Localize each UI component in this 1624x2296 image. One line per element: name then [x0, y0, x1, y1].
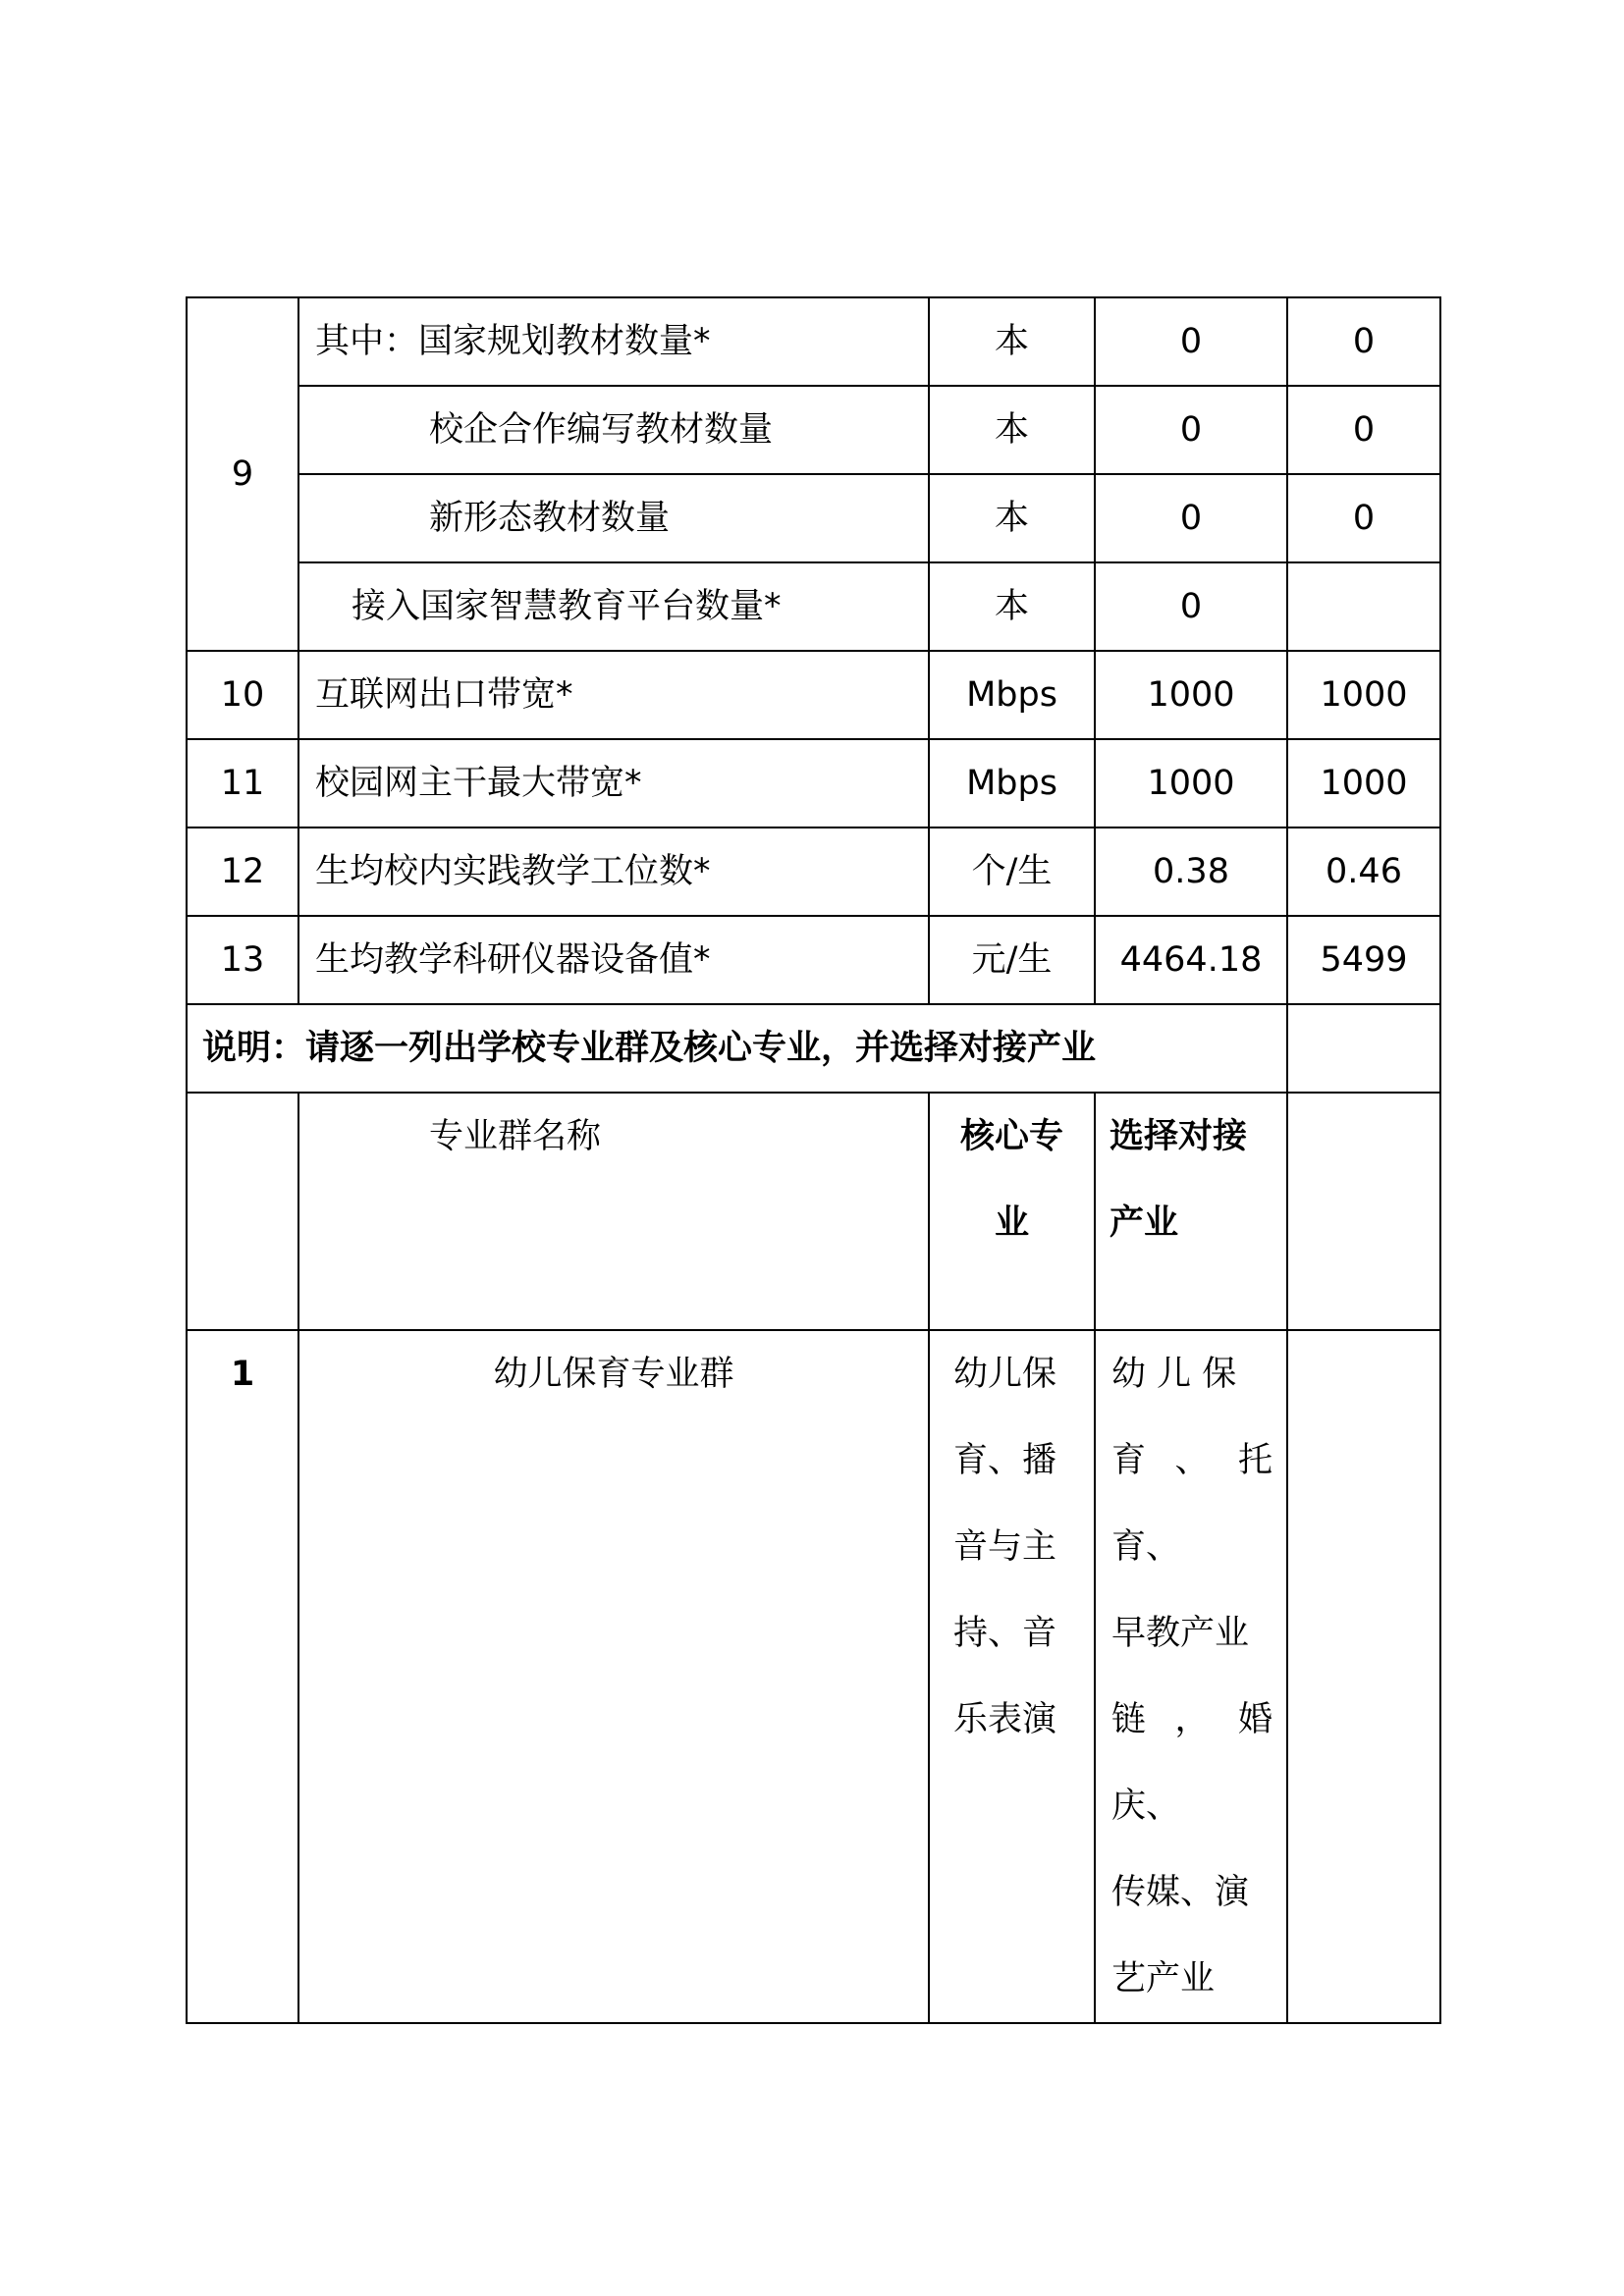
- group-row: [187, 1330, 1440, 2023]
- value-cell: 0: [1287, 474, 1440, 562]
- group-name-header: 专业群名称: [298, 1093, 929, 1330]
- value-cell: 0: [1095, 297, 1287, 386]
- unit-cell: 本: [929, 386, 1095, 474]
- unit-cell: Mbps: [929, 739, 1095, 828]
- indicator-name: 接入国家智慧教育平台数量*: [298, 562, 929, 651]
- table-row: [187, 562, 1440, 651]
- core-major-line: 乐表演: [953, 1700, 1057, 1739]
- value-cell: 1000: [1095, 651, 1287, 739]
- industry-cell: [1095, 1330, 1287, 2023]
- unit-cell: 本: [929, 474, 1095, 562]
- unit-cell: 本: [929, 562, 1095, 651]
- indicator-name: 生均教学科研仪器设备值*: [298, 916, 929, 1004]
- row-index: 9: [187, 297, 298, 651]
- empty-cell: [1287, 1093, 1440, 1330]
- table-row: [187, 828, 1440, 916]
- empty-cell: [187, 1093, 298, 1330]
- industry-line: 早教产业: [1111, 1614, 1250, 1653]
- indicator-name: 生均校内实践教学工位数*: [298, 828, 929, 916]
- row-index: 10: [187, 651, 298, 739]
- industry-header: [1095, 1093, 1287, 1330]
- indicator-name: 互联网出口带宽*: [298, 651, 929, 739]
- unit-cell: 个/生: [929, 828, 1095, 916]
- row-index: 11: [187, 739, 298, 828]
- value-cell: 1000: [1287, 739, 1440, 828]
- empty-cell: [1287, 1004, 1440, 1093]
- table-row: [187, 651, 1440, 739]
- core-major-header: [929, 1093, 1095, 1330]
- table-row: [187, 916, 1440, 1004]
- value-cell: 0: [1095, 562, 1287, 651]
- unit-cell: 元/生: [929, 916, 1095, 1004]
- table-row: [187, 297, 1440, 386]
- industry-line: 链，婚庆、: [1111, 1700, 1272, 1826]
- industry-line: 艺产业: [1111, 1959, 1216, 1999]
- value-cell: 0.46: [1287, 828, 1440, 916]
- core-major-line: 幼儿保: [953, 1355, 1057, 1394]
- indicator-name: 校企合作编写教材数量: [298, 386, 929, 474]
- note-text: 说明：请逐一列出学校专业群及核心专业，并选择对接产业: [187, 1004, 1287, 1093]
- industry-header-line: 选择对接: [1110, 1117, 1248, 1156]
- industry-line: 传媒、演: [1111, 1873, 1250, 1912]
- value-cell: 5499: [1287, 916, 1440, 1004]
- row-index: 12: [187, 828, 298, 916]
- value-cell: 0: [1287, 297, 1440, 386]
- core-major-header-line: 业: [994, 1203, 1029, 1243]
- core-major-header-line: 核心专: [959, 1117, 1063, 1156]
- note-row: [187, 1004, 1440, 1093]
- indicator-name: 其中：国家规划教材数量*: [298, 297, 929, 386]
- value-cell: 4464.18: [1095, 916, 1287, 1004]
- indicator-name: 校园网主干最大带宽*: [298, 739, 929, 828]
- industry-header-line: 产业: [1110, 1203, 1179, 1243]
- value-cell: 0: [1095, 474, 1287, 562]
- table-row: [187, 474, 1440, 562]
- empty-cell: [1287, 1330, 1440, 2023]
- group-name: 幼儿保育专业群: [298, 1330, 929, 2023]
- table-row: [187, 739, 1440, 828]
- core-major-cell: [929, 1330, 1095, 2023]
- core-major-line: 育、播: [953, 1441, 1057, 1480]
- industry-line: 育、托育、: [1111, 1441, 1272, 1567]
- indicator-name: 新形态教材数量: [298, 474, 929, 562]
- industry-line: 幼 儿 保: [1111, 1355, 1237, 1394]
- table-row: [187, 386, 1440, 474]
- value-cell: 0.38: [1095, 828, 1287, 916]
- row-index: 13: [187, 916, 298, 1004]
- group-index: 1: [187, 1330, 298, 2023]
- unit-cell: Mbps: [929, 651, 1095, 739]
- value-cell: 0: [1095, 386, 1287, 474]
- core-major-line: 持、音: [953, 1614, 1057, 1653]
- unit-cell: 本: [929, 297, 1095, 386]
- value-cell: 1000: [1095, 739, 1287, 828]
- group-header-row: [187, 1093, 1440, 1330]
- value-cell: 0: [1287, 386, 1440, 474]
- value-cell: 1000: [1287, 651, 1440, 739]
- value-cell: [1287, 562, 1440, 651]
- core-major-line: 音与主: [953, 1527, 1057, 1567]
- data-table: [186, 296, 1441, 2024]
